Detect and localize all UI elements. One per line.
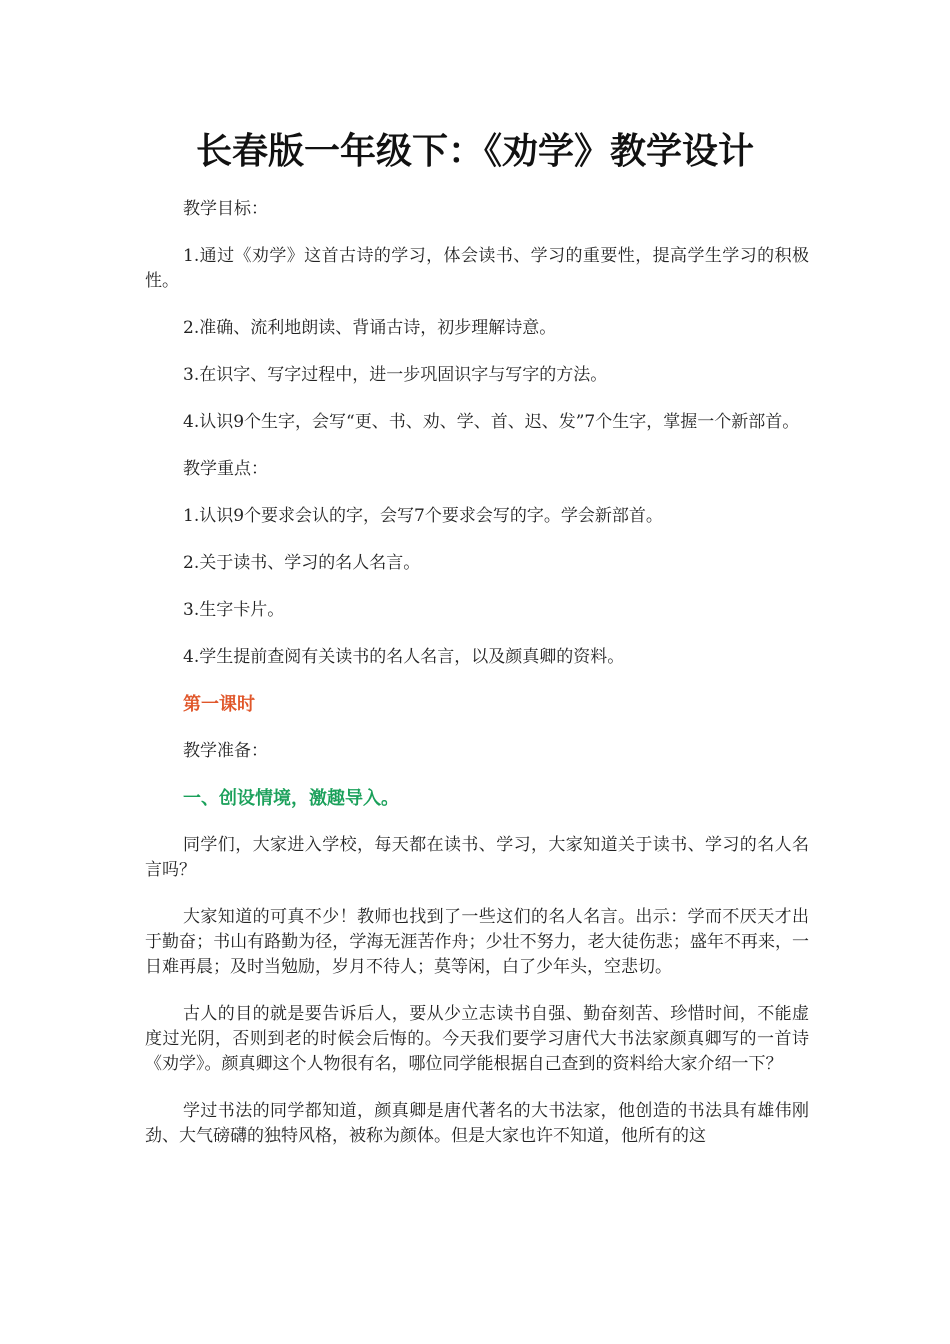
key-point-item-3: 3.生字卡片。 [183,600,285,620]
key-point-item-2: 2.关于读书、学习的名人名言。 [183,553,421,573]
objective-item-4: 4.认识9个生字，会写“更、书、劝、学、首、迟、发”7个生字，掌握一个新部首。 [183,412,800,432]
body-paragraph-1: 同学们，大家进入学校，每天都在读书、学习，大家知道关于读书、学习的名人名言吗？ [145,835,809,880]
document-body [145,197,809,1171]
body-paragraph-3: 古人的目的就是要告诉后人，要从少立志读书自强、勤奋刻苦、珍惜时间，不能虚度过光阴，否则到老的时候会后悔的。今天我们要学习唐代大书法家颜真卿写的一首诗《劝学》。颜真卿这个人物很有名，哪位同学能根据自己查到的资料给大家介绍一下？ [145,1004,809,1074]
preparation-label: 教学准备： [183,741,268,761]
body-paragraph-2: 大家知道的可真不少！教师也找到了一些这们的名人名言。出示：学而不厌天才出于勤奋；书山有路勤为径，学海无涯苦作舟；少壮不努力，老大徒伤悲；盛年不再来，一日难再晨；及时当勉励，岁月不待人；莫等闲，白了少年头，空悲切。 [145,907,809,977]
objective-item-3: 3.在识字、写字过程中，进一步巩固识字与写字的方法。 [183,365,608,385]
objective-item-1: 1.通过《劝学》这首古诗的学习，体会读书、学习的重要性，提高学生学习的积极性。 [145,246,809,291]
key-point-item-4: 4.学生提前查阅有关读书的名人名言，以及颜真卿的资料。 [183,647,625,667]
objective-item-2: 2.准确、流利地朗读、背诵古诗，初步理解诗意。 [183,318,557,338]
body-paragraph-4: 学过书法的同学都知道，颜真卿是唐代著名的大书法家，他创造的书法具有雄伟刚劲、大气磅礴的独特风格，被称为颜体。但是大家也许不知道，他所有的这 [145,1101,809,1146]
page-title: 长春版一年级下：《劝学》教学设计 [195,131,754,172]
objectives-label: 教学目标： [183,199,268,219]
key-points-label: 教学重点： [183,459,268,479]
section-heading: 一、创设情境，激趣导入。 [183,788,399,809]
lesson-heading: 第一课时 [183,694,255,715]
key-point-item-1: 1.认识9个要求会认的字，会写7个要求会写的字。学会新部首。 [183,506,663,526]
